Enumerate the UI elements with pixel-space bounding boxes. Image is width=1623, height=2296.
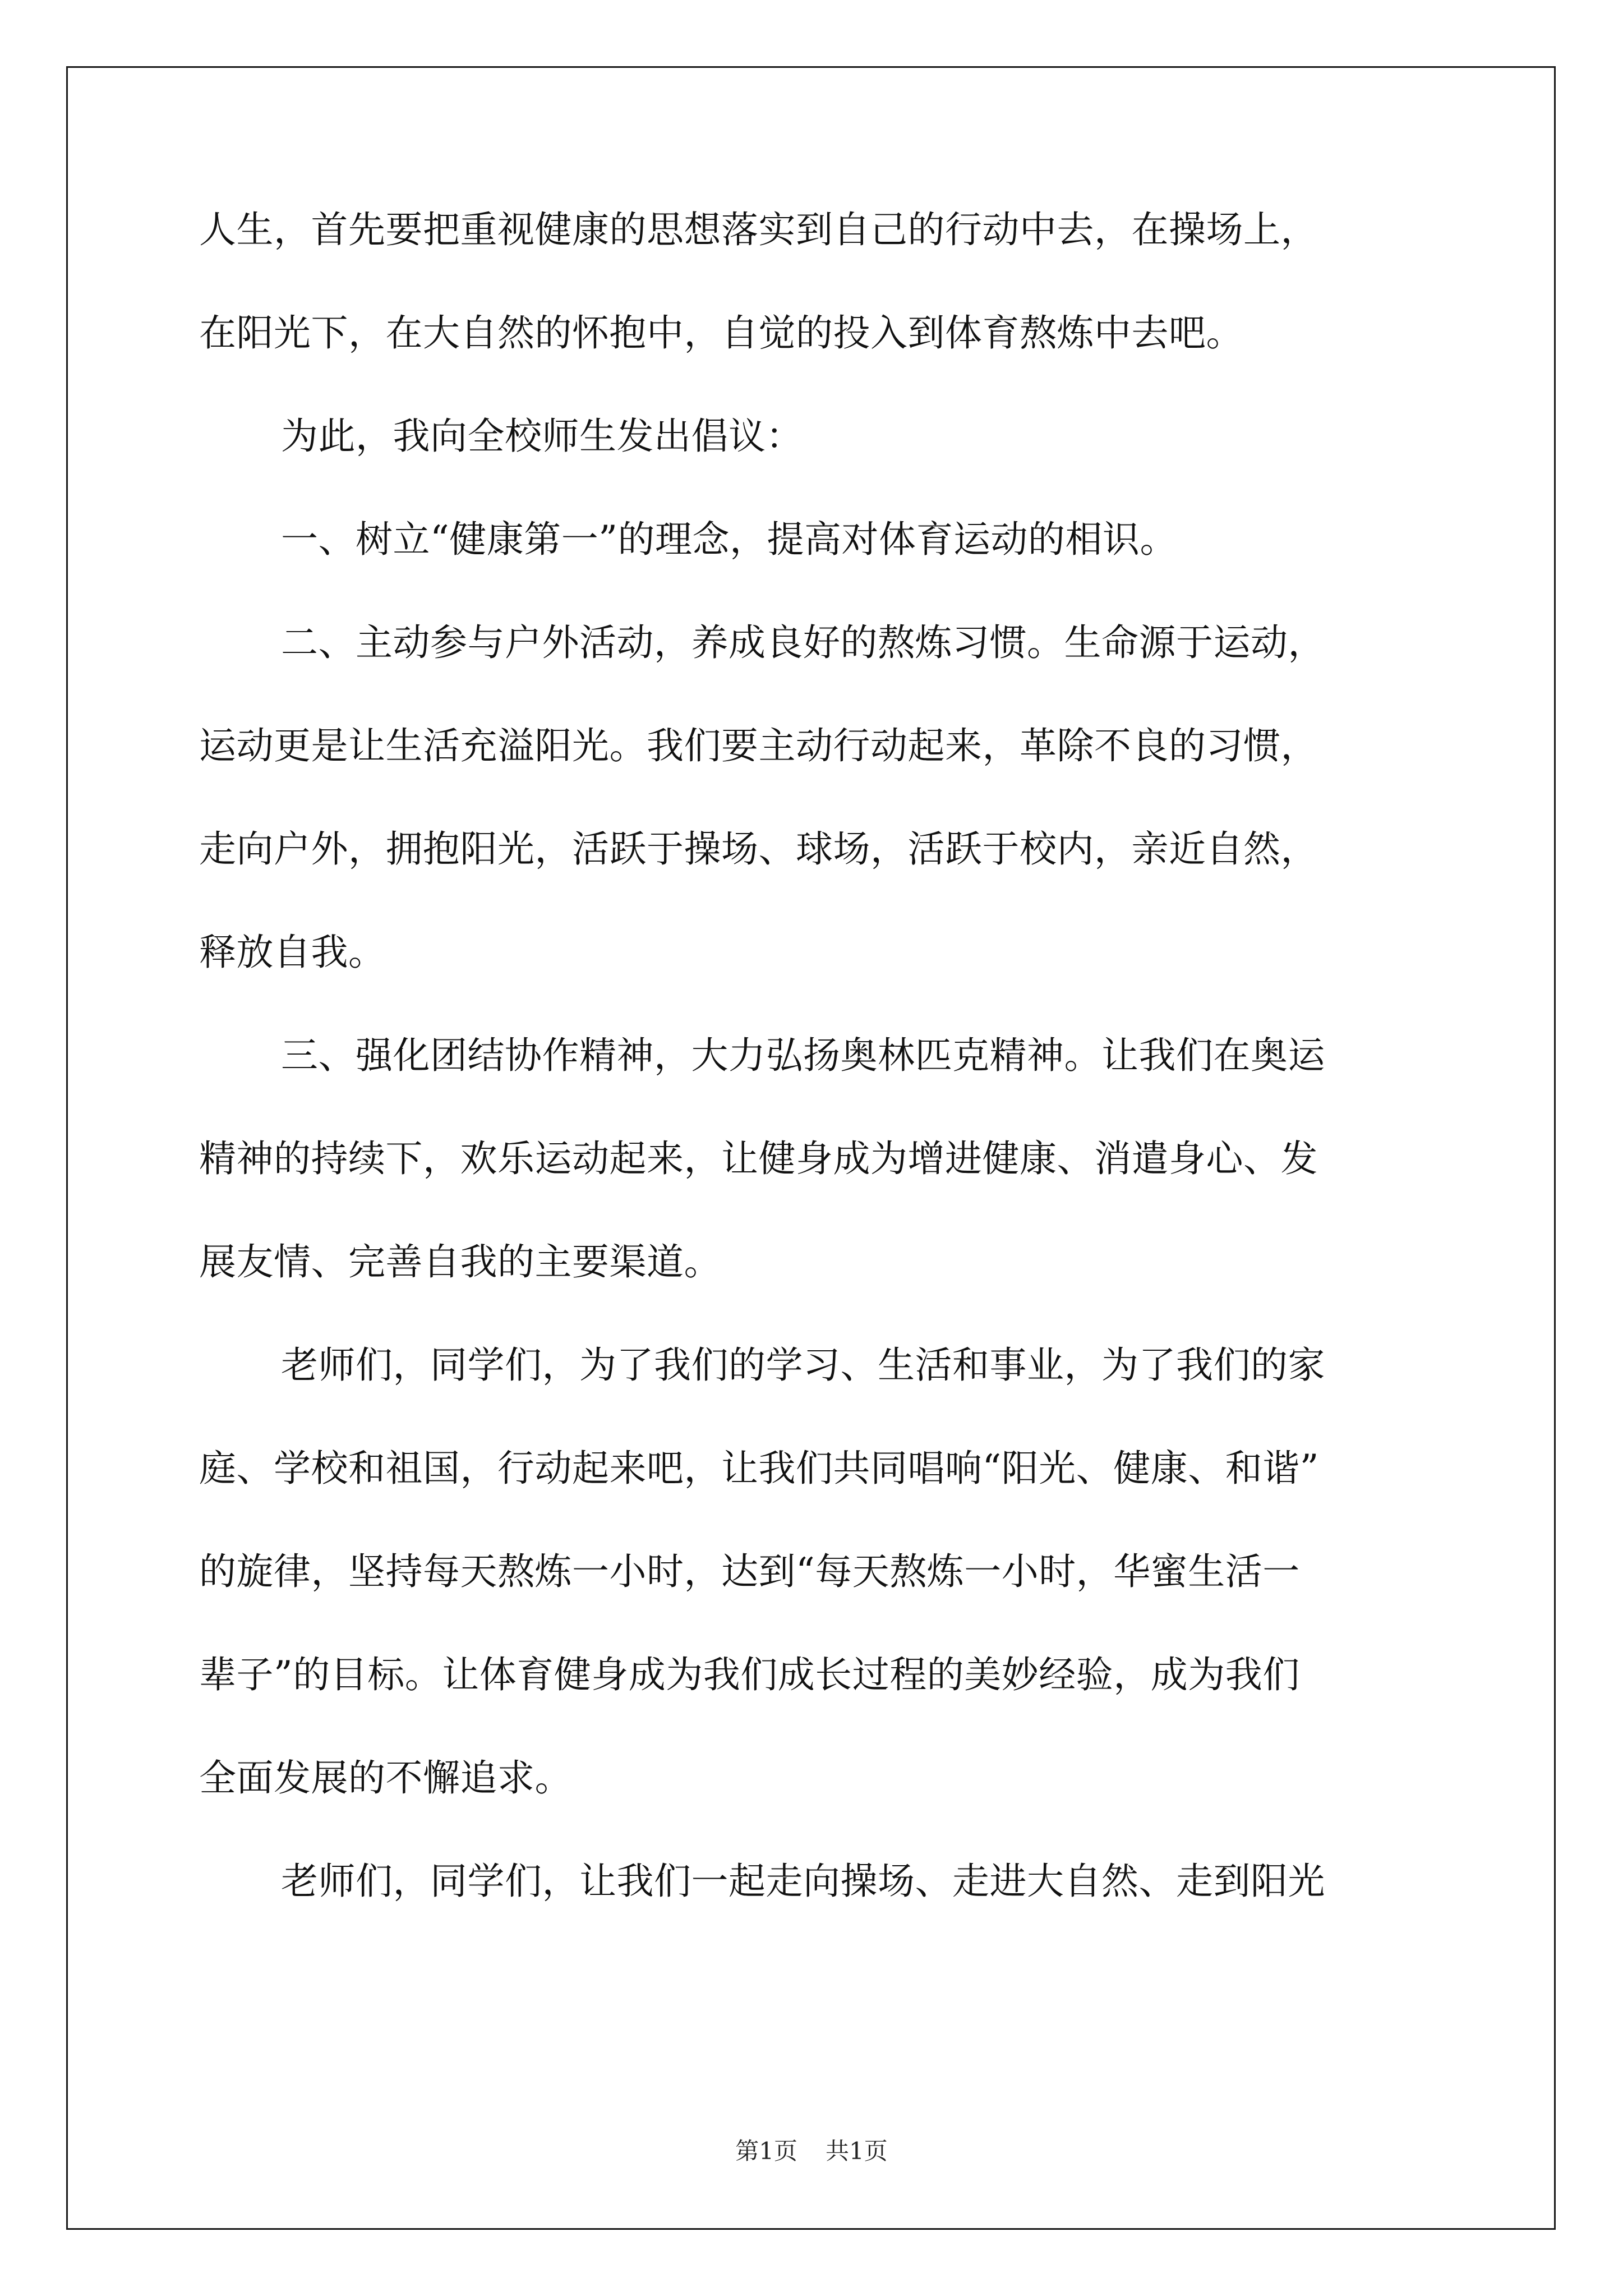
text-line: 一、树立“健康第一”的理念，提高对体育运动的相识。 [281,518,1177,561]
text-line: 三、强化团结协作精神，大力弘扬奥林匹克精神。让我们在奥运 [281,1034,1325,1077]
page-footer [0,2137,1623,2165]
text-line: 老师们，同学们，为了我们的学习、生活和事业，为了我们的家 [281,1343,1325,1387]
page-number: 第1页 [735,2137,797,2165]
text-line: 展友情、完善自我的主要渠道。 [199,1240,721,1283]
text-line: 走向户外，拥抱阳光，活跃于操场、球场，活跃于校内，亲近自然， [199,827,1318,871]
text-line: 辈子”的目标。让体育健身成为我们成长过程的美妙经验，成为我们 [199,1653,1300,1696]
text-line: 庭、学校和祖国，行动起来吧，让我们共同唱响“阳光、健康、和谐” [199,1447,1319,1490]
text-line: 精神的持续下，欢乐运动起来，让健身成为增进健康、消遣身心、发 [199,1137,1318,1180]
text-line: 老师们，同学们，让我们一起走向操场、走进大自然、走到阳光 [281,1860,1325,1903]
text-line: 二、主动参与户外活动，养成良好的熬炼习惯。生命源于运动， [281,621,1325,664]
text-line: 释放自我。 [199,931,386,974]
text-line: 人生，首先要把重视健康的思想落实到自己的行动中去，在操场上， [199,208,1318,251]
text-line: 的旋律，坚持每天熬炼一小时，达到“每天熬炼一小时，华蜜生活一 [199,1550,1300,1593]
text-line: 运动更是让生活充溢阳光。我们要主动行动起来，革除不良的习惯， [199,724,1318,767]
text-line: 全面发展的不懈追求。 [199,1756,572,1800]
text-line: 为此，我向全校师生发出倡议： [281,415,803,458]
text-line: 在阳光下，在大自然的怀抱中，自觉的投入到体育熬炼中去吧。 [199,311,1243,355]
page-total: 共1页 [826,2137,888,2165]
document-body [199,202,1489,1957]
